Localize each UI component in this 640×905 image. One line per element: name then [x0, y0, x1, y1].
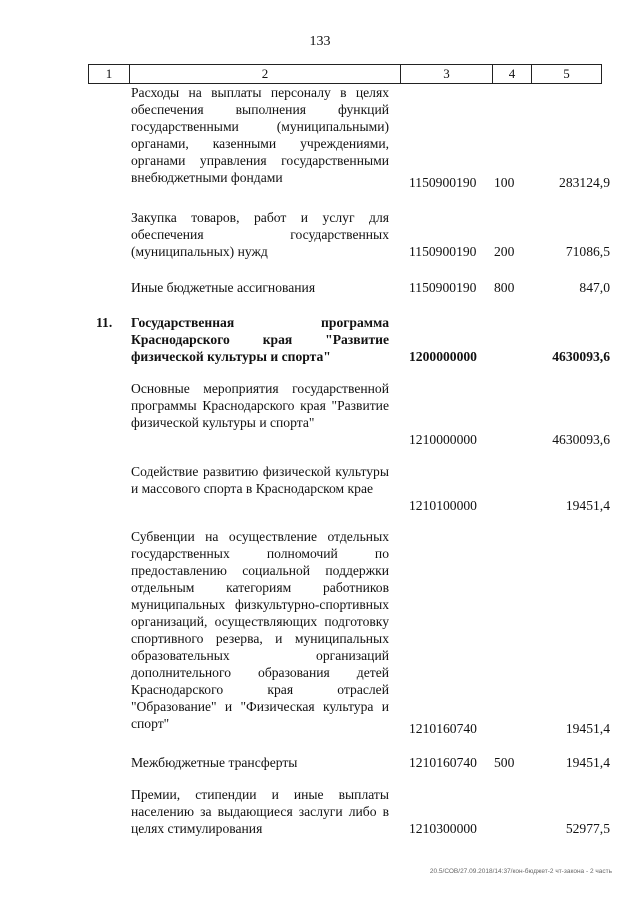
table-row [0, 314, 640, 365]
row-amount: 283124,9 [559, 175, 610, 190]
header-col-1: 1 [89, 65, 130, 83]
document-footer-stamp: 20.5/СОВ/27.09.2018/14:37/кон-бюджет-2 чт-закона - 2 часть [429, 868, 612, 875]
row-description: Расходы на выплаты персоналу в целях обеспечения выполнения функций государственными (муниципальными) органами, казенными учреждениями, органами управления государственными внебюджетными фондами [131, 85, 389, 185]
row-amount: 847,0 [579, 280, 610, 295]
row-expense-type: 800 [494, 280, 515, 295]
row-code: 1210160740 [409, 755, 477, 770]
table-row [0, 786, 640, 837]
row-number: 11. [96, 315, 113, 330]
row-code: 1200000000 [409, 349, 477, 364]
row-amount: 52977,5 [565, 821, 610, 836]
row-code: 1150900190 [409, 175, 477, 190]
row-amount: 19451,4 [565, 498, 610, 513]
row-description: Иные бюджетные ассигнования [131, 280, 316, 295]
table-row [0, 209, 640, 260]
table-row [0, 279, 640, 296]
row-code: 1150900190 [409, 244, 477, 259]
row-amount: 19451,4 [565, 721, 610, 736]
table-header [88, 64, 602, 84]
row-amount: 4630093,6 [552, 432, 610, 447]
header-col-3: 3 [401, 65, 493, 83]
row-description: Премии, стипендии и иные выплаты населению за выдающиеся заслуги либо в целях стимулирования [131, 787, 389, 836]
row-expense-type: 500 [494, 755, 515, 770]
row-code: 1210100000 [409, 498, 477, 513]
table-row [0, 380, 640, 448]
row-amount: 4630093,6 [552, 349, 610, 364]
header-col-5: 5 [563, 66, 570, 81]
table-row [0, 463, 640, 514]
row-expense-type: 200 [494, 244, 515, 259]
row-code: 1210000000 [409, 432, 477, 447]
header-col-4: 4 [493, 65, 532, 83]
table-row [0, 84, 640, 191]
row-amount: 71086,5 [565, 244, 610, 259]
row-amount: 19451,4 [565, 755, 610, 770]
row-expense-type: 100 [494, 175, 515, 190]
row-description: Закупка товаров, работ и услуг для обеспечения государственных (муниципальных) нужд [131, 210, 389, 259]
row-description: Межбюджетные трансферты [131, 755, 298, 770]
row-code: 1210300000 [409, 821, 477, 836]
row-description: Содействие развитию физической культуры и массового спорта в Краснодарском крае [131, 464, 389, 496]
table-row [0, 754, 640, 771]
page-number: 133 [309, 34, 331, 49]
row-code: 1150900190 [409, 280, 477, 295]
row-description: Субвенции на осуществление отдельных государственных полномочий по предоставлению социальной поддержки отдельным категориям работников муниципальных физкультурно-спортивных организаций, осуществляющих подготовку спортивного резерва, и муниципальных образовательных организаций дополнительного образования детей Краснодарского края отраслей "Образование" и "Физическая культура и спорт" [131, 529, 389, 731]
table-row [0, 528, 640, 737]
row-code: 1210160740 [409, 721, 477, 736]
header-col-2: 2 [130, 65, 401, 83]
row-description: Государственная программа Краснодарского края "Развитие физической культуры и спорта" [131, 315, 389, 364]
row-description: Основные мероприятия государственной программы Краснодарского края "Развитие физической культуры и спорта" [131, 381, 389, 430]
